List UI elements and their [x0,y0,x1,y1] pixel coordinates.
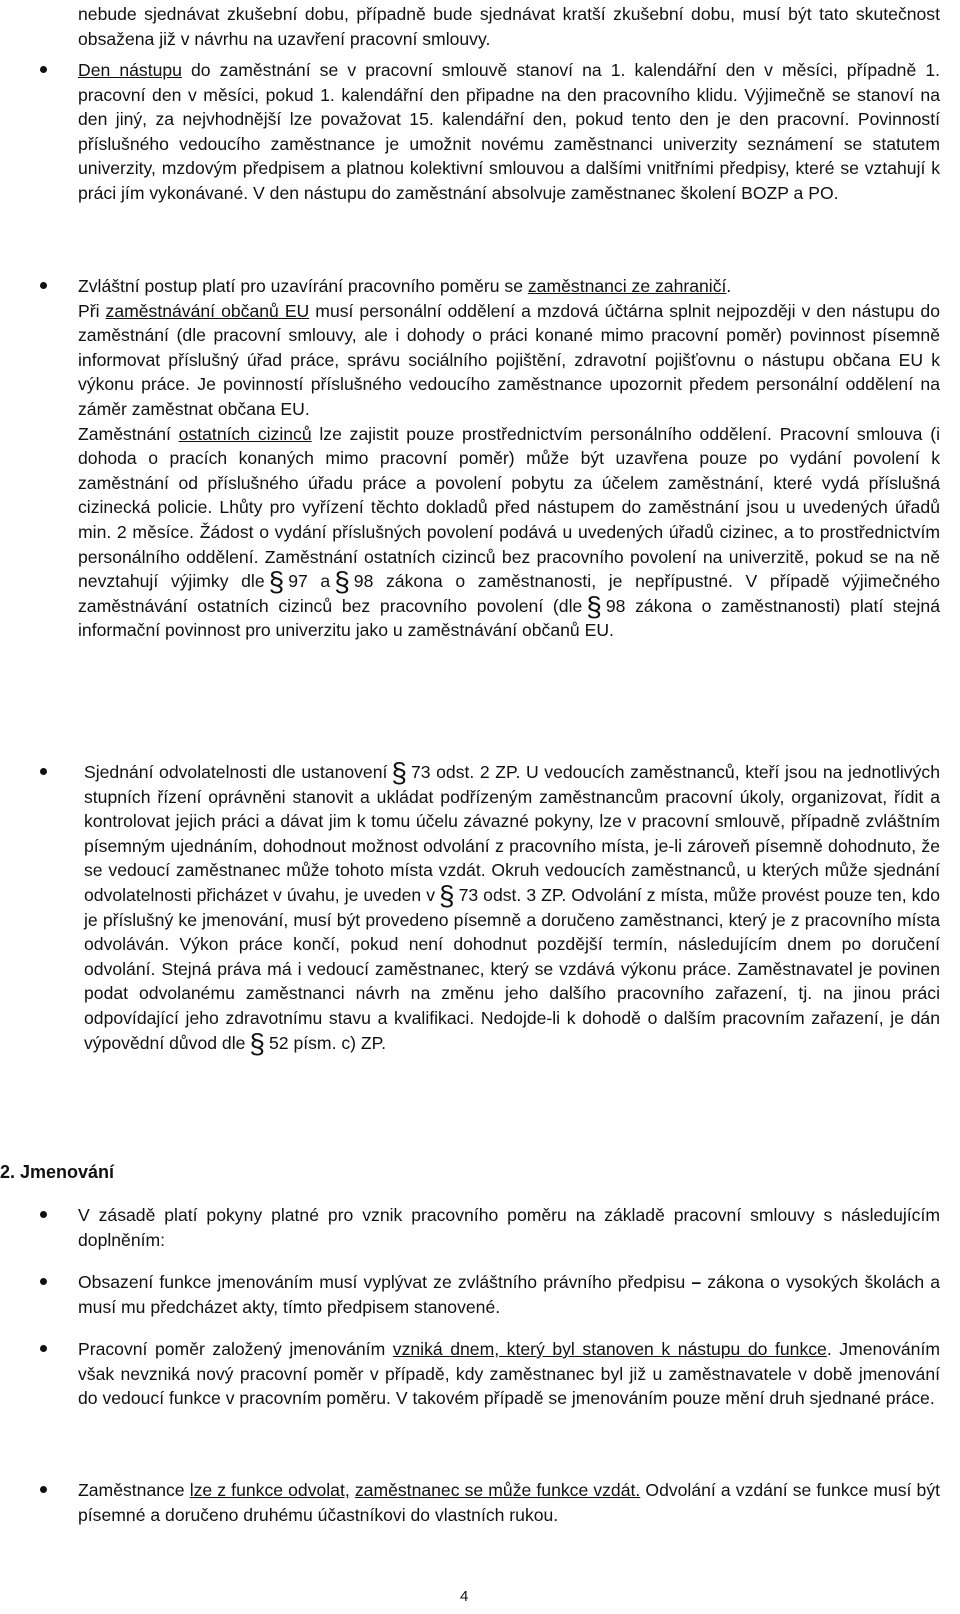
section-symbol: § [334,566,350,598]
paragraph-revocation: Zaměstnance lze z funkce odvolat, zaměstnanec se může funkce vzdát. Odvolání a vzdání se funkce musí být písemné a doručeno druhému účastníkovi do vlastních rukou. [78,1480,941,1525]
section-symbol: § [439,879,455,911]
paragraph-employment-start: Pracovní poměr založený jmenováním vzniká dnem, který byl stanoven k nástupu do funkce. Jmenováním však nevzniká nový pracovní poměr v případě, kdy zaměstnanec byl již u zaměstnavatele v době jmenování do vedoucí funkce v pracovním poměru. V takovém případě se jmenováním pouze mění druh sjednané práce. [78,1339,941,1409]
section-symbol: § [586,590,602,622]
section-symbol: § [249,1027,265,1059]
section-symbol: § [391,757,407,788]
bullet-marker [40,1278,47,1285]
bullet-marker [40,768,47,775]
page-number: 4 [460,1588,469,1605]
paragraph-appointment-rules: V zásadě platí pokyny platné pro vznik pracovního poměru na základě pracovní smlouvy s následujícím doplněním: [78,1205,940,1250]
bullet-marker [40,1486,47,1493]
paragraph-probation: nebude sjednávat zkušební dobu, případně bude sjednávat kratší zkušební dobu, musí být tato skutečnost obsažena již v návrhu na uzavření pracovní smlouvy. [78,4,940,49]
paragraph-appointment-basis: Obsazení funkce jmenováním musí vyplývat ze zvláštního právního předpisu – zákona o vysokých školách a musí mu předcházet akty, tímto předpisem stanovené. [78,1272,940,1317]
section-heading: 2. Jmenování [0,1162,115,1182]
section-symbol: § [268,566,285,598]
paragraph-foreigners: Zvláštní postup platí pro uzavírání pracovního poměru se zaměstnanci ze zahraničí. Při zaměstnávání občanů EU musí personální oddělení a mzdová účtárna splnit nejpozději v den nástupu do zaměstnání (dle pracovní smlouvy, ale i dohody o práci konané mimo pracovní poměr) povinnost písemně informovat příslušný úřad práce, správu sociálního pojištění, zdravotní pojišťovnu o nástupu občana EU k výkonu práce. Je povinností příslušného vedoucího zaměstnance upozornit předem personální oddělení na záměr zaměstnat občana EU. Zaměstnání ostatních cizinců lze zajistit pouze prostřednictvím personálního oddělení. Pracovní smlouva (i dohoda o pracích konaných mimo pracovní poměr) může být uzavřena pouze po vydání povolení k zaměstnání od příslušného úřadu práce a povolení pobytu za účelem zaměstnání, které vydá příslušná cizinecká policie. Lhůty pro vyřízení těchto dokladů před nástupem do zaměstnání jsou u uvedených úřadů min. 2 měsíce. Žádost o vydání příslušných povolení podává u uvedených úřadů cizinec, a to prostřednictvím personálního oddělení. Zaměstnání ostatních cizinců bez pracovního povolení na univerzitě, pokud se na ně nevztahují výjimky dle § 97 a § 98 zákona o zaměstnanosti, je nepřípustné. V případě výjimečného zaměstnávání ostatních cizinců bez pracovního povolení (dle § 98 zákona o zaměstnanosti) platí stejná informační povinnost pro univerzitu jako u zaměstnávání občanů EU. [78,276,940,641]
paragraph-revocability: Sjednání odvolatelnosti dle ustanovení § 73 odst. 2 ZP. U vedoucích zaměstnanců, kteří jsou na jednotlivých stupních řízení oprávněni stanovit a ukládat podřízeným zaměstnancům pracovní úkoly, organizovat, řídit a kontrolovat jejich práci a dávat jim k tomu účelu závazné pokyny, lze v pracovní smlouvě, případně zvláštním písemným ujednáním, dohodnout možnost odvolání z pracovního místa, je-li zároveň písemně dohodnuto, že se vedoucí zaměstnanec může tohoto místa vzdát. Okruh vedoucích zaměstnanců, u kterých může sjednání odvolatelnosti přicházet v úvahu, je uveden v § 73 odst. 3 ZP. Odvolání z místa, může provést pouze ten, kdo je příslušný ke jmenování, musí být provedeno písemně a doručeno zaměstnanci, který je z pracovního místa odvoláván. Výkon práce končí, pokud není dohodnut pozdější termín, následujícím dnem po doručení odvolání. Stejná práva má i vedoucí zaměstnanec, který se vzdává výkonu práce. Zaměstnavatel je povinen podat odvolanému zaměstnanci návrh na změnu jeho dalšího pracovního zařazení, tj. na jinou práci odpovídající jeho zdravotnímu stavu a kvalifikaci. Nedojde-li k dohodě o dalším pracovním zařazení, je dán výpovědní důvod dle § 52 písm. c) ZP. [84,757,940,1059]
bullet-marker [40,66,47,73]
bullet-marker [40,282,47,289]
bullet-marker [40,1211,47,1218]
paragraph-start-date: Den nástupu do zaměstnání se v pracovní smlouvě stanoví na 1. kalendářní den v měsíci, případně 1. pracovní den v měsíci, pokud 1. kalendářní den připadne na den pracovního klidu. Výjimečně se stanoví na den jiný, za nejvhodnější lze považovat 15. kalendářní den, pokud tento den je den pracovní. Povinností příslušného vedoucího zaměstnance je umožnit novému zaměstnanci univerzity seznámení se statutem univerzity, mzdovým předpisem a platnou kolektivní smlouvou a dalšími vnitřními předpisy, které se vztahují k práci jím vykonávané. V den nástupu do zaměstnání absolvuje zaměstnanec školení BOZP a PO. [78,60,940,203]
bullet-marker [40,1345,47,1352]
